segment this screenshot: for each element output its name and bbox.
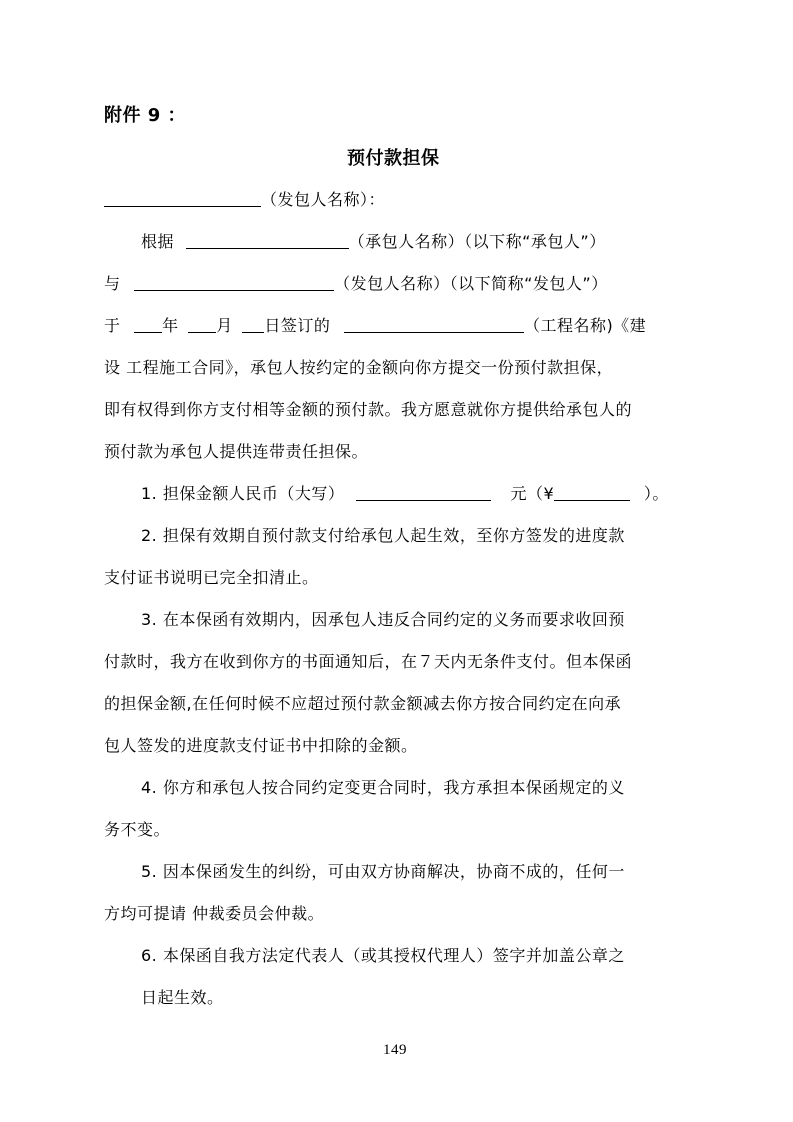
clause-3-line-2: 付款时，我方在收到你方的书面通知后，在７天内无条件支付。但本保函 <box>104 652 633 671</box>
clause-4-line-1: 4. 你方和承包人按合同约定变更合同时，我方承担本保函规定的义 <box>141 778 625 797</box>
clause-3-line-1: 3. 在本保函有效期内，因承包人违反合同约定的义务而要求收回预 <box>141 610 625 629</box>
parties-line-1 <box>141 230 606 254</box>
parties-line3-prefix: 于 <box>104 316 121 335</box>
clause-3-line-3: 的担保金额,在任何时候不应超过预付款金额减去你方按合同约定在向承 <box>104 694 622 713</box>
clause-2-line-2: 支付证书说明已完全扣清止。 <box>104 568 319 587</box>
parties-line1-prefix: 根据 <box>141 232 175 251</box>
parties-line-2 <box>104 272 608 296</box>
year-label: 年 <box>162 316 179 335</box>
year-blank[interactable] <box>134 316 162 333</box>
clause-1-currency: 元（¥ <box>510 484 555 503</box>
employer-name-blank-2[interactable] <box>134 274 334 291</box>
clause-1-end: ）。 <box>643 484 669 503</box>
month-blank[interactable] <box>188 316 216 333</box>
clause-6-line-1: 6. 本保函自我方法定代表人（或其授权代理人）签字并加盖公章之 <box>141 946 625 965</box>
addressee-line <box>104 188 385 212</box>
parties-line3-suffix: （工程名称)《建 <box>523 316 647 335</box>
clause-1 <box>141 482 669 506</box>
parties-line-3 <box>104 314 646 338</box>
day-blank[interactable] <box>242 316 264 333</box>
employer-name-blank[interactable] <box>104 190 261 207</box>
amount-words-blank[interactable] <box>356 484 491 501</box>
month-label: 月 <box>216 316 233 335</box>
annex-label: 附件 9 ： <box>104 105 187 126</box>
clause-5-line-1: 5. 因本保函发生的纠纷，可由双方协商解决，协商不成的，任何一 <box>141 862 625 881</box>
contractor-name-blank[interactable] <box>186 232 349 249</box>
clause-5-line-2: 方均可提请 仲裁委员会仲裁。 <box>104 904 325 923</box>
parties-line2-suffix: （发包人名称）（以下简称“发包人”） <box>334 274 608 293</box>
day-label: 日签订的 <box>264 316 331 335</box>
parties-line-5: 即有权得到你方支付相等金额的预付款。我方愿意就你方提供给承包人的 <box>104 400 633 419</box>
project-name-blank[interactable] <box>344 316 524 333</box>
clause-1-prefix: 1. 担保金额人民币（大写） <box>141 484 345 503</box>
addressee-suffix: （发包人名称）： <box>261 190 386 209</box>
parties-line-6: 预付款为承包人提供连带责任担保。 <box>104 442 369 461</box>
amount-figures-blank[interactable] <box>554 484 630 501</box>
clause-3-line-4: 包人签发的进度款支付证书中扣除的金额。 <box>104 736 418 755</box>
page-number: 149 <box>383 1042 407 1058</box>
document-title: 预付款担保 <box>347 148 440 169</box>
parties-line2-prefix: 与 <box>104 274 121 293</box>
clause-4-line-2: 务不变。 <box>104 820 171 839</box>
clause-6-line-2: 日起生效。 <box>141 988 224 1007</box>
parties-line-4: 设 工程施工合同》，承包人按约定的金额向你方提交一份预付款担保， <box>104 358 614 377</box>
parties-line1-suffix: （承包人名称）（以下称“承包人”） <box>348 232 606 251</box>
clause-2-line-1: 2. 担保有效期自预付款支付给承包人起生效，至你方签发的进度款 <box>141 526 625 545</box>
